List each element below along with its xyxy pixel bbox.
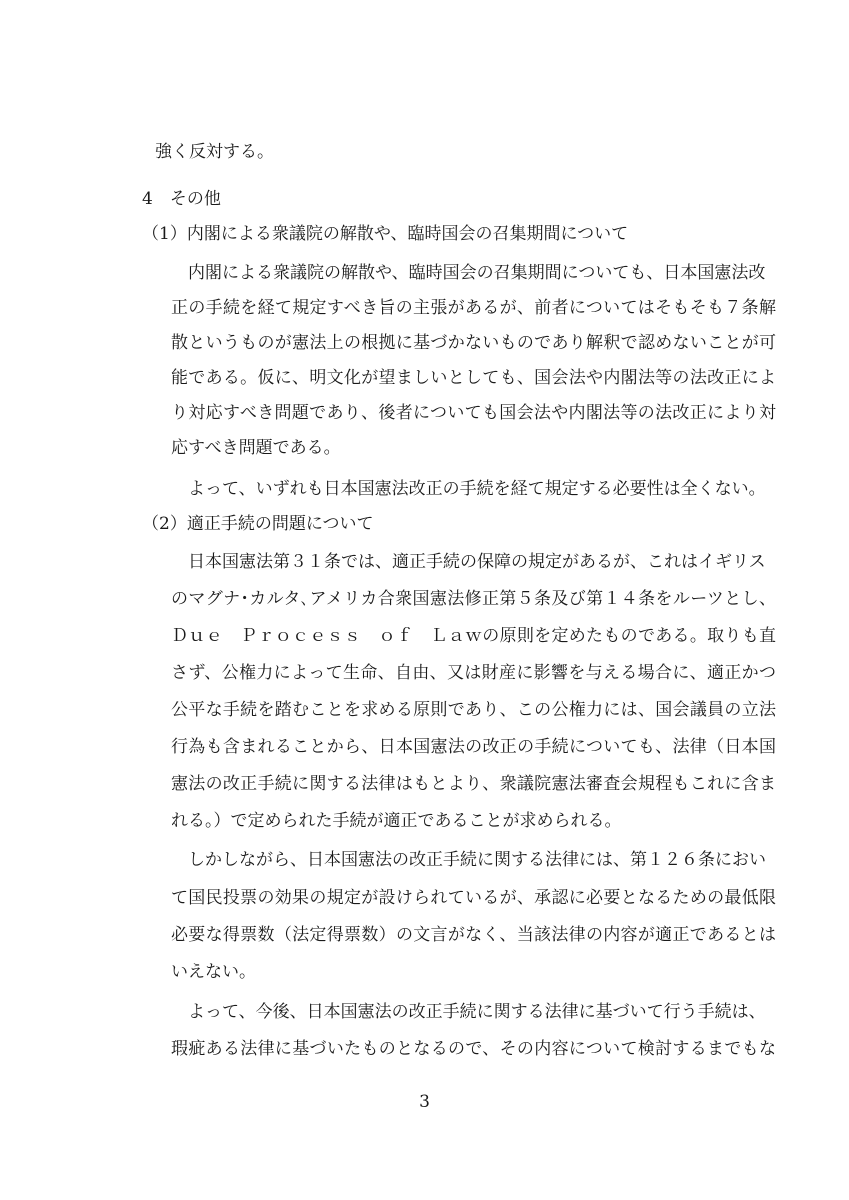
text-line: 必要な得票数（法定得票数）の文言がなく、当該法律の内容が適正であるとは: [171, 925, 776, 945]
text-line: 正の手続を経て規定すべき旨の主張があるが、前者についてはそもそも７条解: [171, 298, 776, 318]
text-line: れる。）で定められた手続が適正であることが求められる。: [171, 811, 622, 831]
page-number: 3: [419, 1092, 430, 1112]
text-line: り対応すべき問題であり、後者についても国会法や内閣法等の法改正により対: [171, 403, 776, 423]
text-line: 内閣による衆議院の解散や、臨時国会の召集期間についても、日本国憲法改: [188, 263, 766, 283]
subsection-heading: （2）適正手続の問題について: [142, 514, 374, 534]
subsection-heading: （1）内閣による衆議院の解散や、臨時国会の召集期間について: [142, 224, 629, 244]
text-line: Ｄｕｅ Ｐｒｏｃｅｓｓ ｏｆ Ｌａｗの原則を定めたものである。取りも直: [171, 626, 776, 646]
section-heading: 4 その他: [142, 189, 221, 209]
text-line: 行為も含まれることから、日本国憲法の改正の手続についても、法律（日本国: [171, 737, 776, 757]
text-line: て国民投票の効果の規定が設けられているが、承認に必要となるための最低限: [171, 888, 776, 908]
text-line: いえない。: [171, 962, 256, 982]
text-line: よって、いずれも日本国憲法改正の手続を経て規定する必要性は全くない。: [188, 479, 766, 499]
text-line: よって、今後、日本国憲法の改正手続に関する法律に基づいて行う手続は、: [188, 1002, 766, 1022]
text-line: 公平な手続を踏むことを求める原則であり、この公権力には、国会議員の立法: [171, 700, 776, 720]
text-line: 日本国憲法第３１条では、適正手続の保障の規定があるが、これはイギリス: [188, 552, 766, 572]
text-line: 憲法の改正手続に関する法律はもとより、衆議院憲法審査会規程もこれに含ま: [171, 774, 776, 794]
text-line: 瑕疵ある法律に基づいたものとなるので、その内容について検討するまでもな: [171, 1039, 776, 1059]
text-line: しかしながら、日本国憲法の改正手続に関する法律には、第１２６条におい: [188, 850, 766, 870]
text-line: 散というものが憲法上の根拠に基づかないものであり解釈で認めないことが可: [171, 333, 776, 353]
text-line: 応すべき問題である。: [171, 438, 341, 458]
text-line: 強く反対する。: [155, 142, 274, 162]
text-line: さず、公権力によって生命、自由、又は財産に影響を与える場合に、適正かつ: [171, 663, 776, 683]
text-line: 能である。仮に、明文化が望ましいとしても、国会法や内閣法等の法改正によ: [171, 368, 776, 388]
text-line: のマグナ･カルタ､アメリカ合衆国憲法修正第５条及び第１４条をルーツとし、: [171, 589, 776, 609]
